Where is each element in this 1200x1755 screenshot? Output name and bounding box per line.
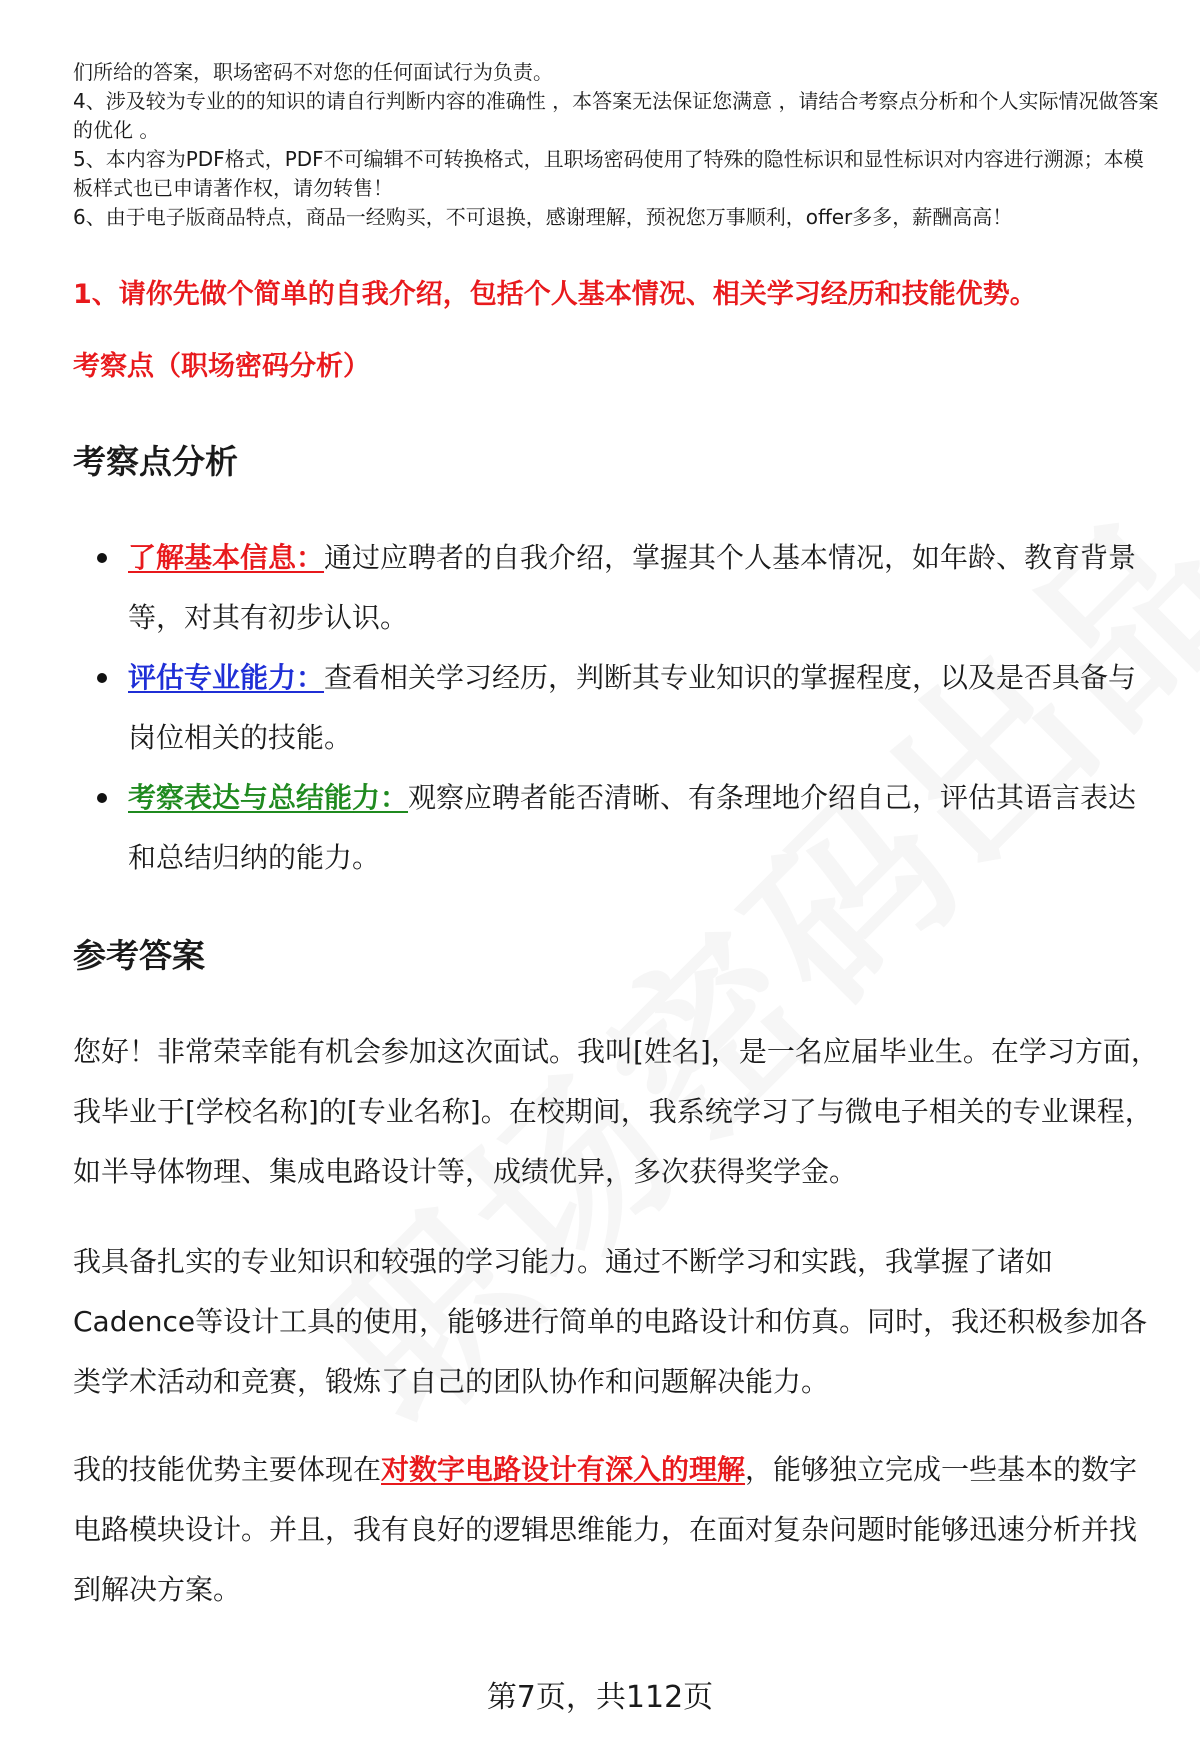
analysis-keyword: 了解基本信息： — [128, 541, 325, 574]
page-number: 第7页，共112页 — [486, 1680, 714, 1715]
bullet-dot — [97, 793, 107, 803]
answer-p3-before: 我的技能优势主要体现在 — [73, 1453, 382, 1486]
question-subtitle: 考察点（职场密码分析） — [73, 351, 370, 382]
list-item — [73, 648, 1153, 768]
notice-line-3: 5、本内容为PDF格式，PDF不可编辑不可转换格式，且职场密码使用了特殊的隐性标识和显性标识对内容进行溯源；本模板样式也已申请著作权，请勿转售！ — [73, 147, 1144, 200]
analysis-list — [73, 528, 1153, 888]
answer-paragraph-3 — [73, 1440, 1163, 1620]
analysis-keyword: 评估专业能力： — [128, 661, 325, 694]
analysis-text: 观察应聘者能否清晰、有条理地介绍自己，评估其语言表达和总结归纳的能力。 — [128, 781, 1137, 874]
notice-line-1: 们所给的答案，职场密码不对您的任何面试行为负责。 — [73, 60, 553, 84]
analysis-keyword: 考察表达与总结能力： — [128, 781, 409, 814]
answer-heading: 参考答案 — [73, 936, 205, 975]
answer-p3-highlight: 对数字电路设计有深入的理解 — [381, 1453, 746, 1486]
notice-line-4: 6、由于电子版商品特点，商品一经购买，不可退换，感谢理解，预祝您万事顺利，offer多多，薪酬高高！ — [73, 205, 1013, 229]
analysis-heading: 考察点分析 — [73, 442, 238, 481]
answer-paragraph-2: 我具备扎实的专业知识和较强的学习能力。通过不断学习和实践，我掌握了诸如Cadence等设计工具的使用，能够进行简单的电路设计和仿真。同时，我还积极参加各类学术活动和竞赛，锻炼了自己的团队协作和问题解决能力。 — [73, 1245, 1148, 1398]
bullet-dot — [97, 673, 107, 683]
notice-line-2: 4、涉及较为专业的的知识的请自行判断内容的准确性 ，本答案无法保证您满意 ，请结合考察点分析和个人实际情况做答案的优化 。 — [73, 89, 1159, 142]
list-item — [73, 528, 1153, 648]
bullet-dot — [97, 553, 107, 563]
answer-paragraph-1: 您好！非常荣幸能有机会参加这次面试。我叫[姓名]，是一名应届毕业生。在学习方面，我毕业于[学校名称]的[专业名称]。在校期间，我系统学习了与微电子相关的专业课程，如半导体物理、集成电路设计等，成绩优异，多次获得奖学金。 — [73, 1035, 1159, 1188]
question-title: 1、请你先做个简单的自我介绍，包括个人基本情况、相关学习经历和技能优势。 — [73, 279, 1037, 310]
list-item — [73, 768, 1153, 888]
analysis-text: 查看相关学习经历，判断其专业知识的掌握程度，以及是否具备与岗位相关的技能。 — [128, 661, 1137, 754]
answer-p3-after: ，能够独立完成一些基本的数字电路模块设计。并且，我有良好的逻辑思维能力，在面对复杂问题时能够迅速分析并找到解决方案。 — [73, 1453, 1138, 1606]
analysis-text: 通过应聘者的自我介绍，掌握其个人基本情况，如年龄、教育背景等，对其有初步认识。 — [128, 541, 1137, 634]
